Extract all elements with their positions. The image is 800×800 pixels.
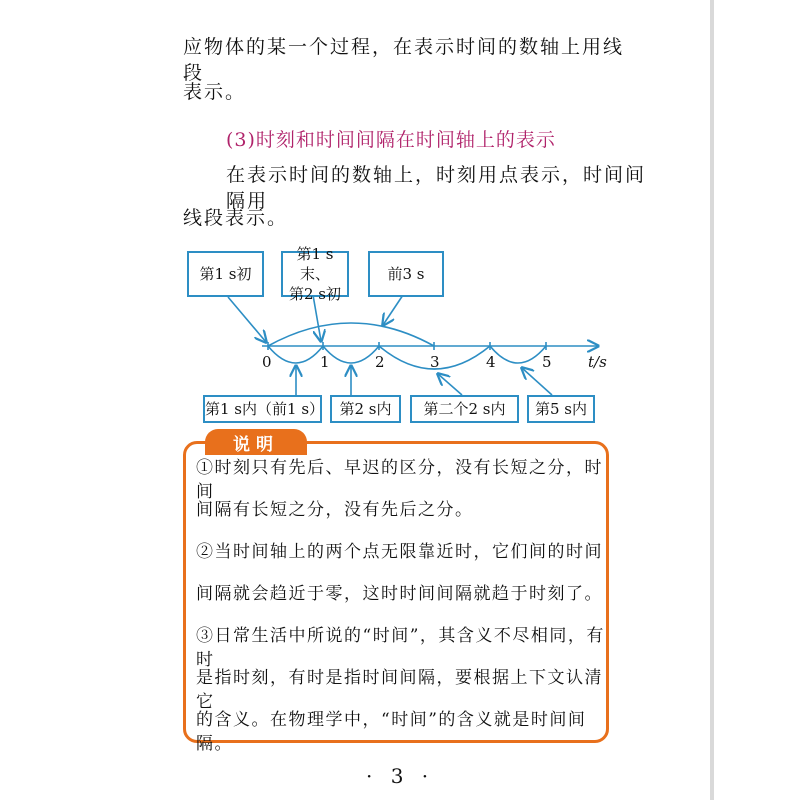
arc-interval-1 <box>268 346 323 363</box>
box-interval-2-label: 第2 s内 <box>339 400 392 418</box>
note-line-3: ②当时间轴上的两个点无限靠近时，它们间的时间 <box>196 542 603 562</box>
box-interval-second-2s-label: 第二个2 s内 <box>423 400 506 418</box>
tick-label-3: 3 <box>430 353 440 371</box>
connector-s1-start <box>228 297 266 342</box>
arc-first-3s <box>268 323 434 346</box>
note-line-7: 的含义。在物理学中，“时间”的含义就是时间间隔。 <box>196 710 587 754</box>
body-line-4: 线段表示。 <box>183 207 289 229</box>
connector-second-2s <box>438 374 462 395</box>
box-interval-1 <box>203 395 325 423</box>
box-first-second-end-label-2: 第2 s初 <box>288 285 341 303</box>
box-first-3s <box>368 251 444 297</box>
box-interval-1-label: 第1 s内（前1 s） <box>205 400 325 418</box>
connector-s5-interval <box>522 368 552 395</box>
note-line-2: 间隔有长短之分，没有先后之分。 <box>196 500 474 520</box>
note-line-6: 是指时刻，有时是指时间间隔，要根据上下文认清它 <box>196 668 603 712</box>
box-first-second-start <box>187 251 264 297</box>
note-line-4: 间隔就会趋近于零，这时时间间隔就趋于时刻了。 <box>196 584 603 604</box>
arc-interval-5 <box>490 346 546 363</box>
axis-unit-label: t/s <box>588 353 607 371</box>
box-interval-second-2s <box>410 395 519 423</box>
tick-label-2: 2 <box>375 353 385 371</box>
section-heading: (3)时刻和时间间隔在时间轴上的表示 <box>226 129 556 151</box>
tick-label-1: 1 <box>320 353 330 371</box>
body-line-3: 在表示时间的数轴上，时刻用点表示，时间间隔用 <box>226 164 647 212</box>
body-line-1: 应物体的某一个过程，在表示时间的数轴上用线段 <box>183 36 625 84</box>
box-interval-5-label: 第5 s内 <box>534 400 587 418</box>
tick-label-5: 5 <box>542 353 552 371</box>
tick-label-0: 0 <box>262 353 272 371</box>
note-tab: 说明 <box>205 429 307 455</box>
connector-first-3s <box>383 295 403 325</box>
box-first-second-end <box>281 245 349 303</box>
box-first-second-start-label: 第1 s初 <box>199 265 252 283</box>
box-interval-2 <box>330 395 401 423</box>
note-line-1: ①时刻只有先后、早迟的区分，没有长短之分，时间 <box>196 458 603 502</box>
box-first-second-end-label-1: 第1 s末、 <box>296 245 334 283</box>
arc-interval-2 <box>323 346 379 363</box>
box-interval-5 <box>527 395 595 423</box>
body-line-2: 表示。 <box>183 81 247 103</box>
page-number: · 3 · <box>366 764 435 788</box>
box-first-3s-label: 前3 s <box>387 265 425 283</box>
note-line-5: ③日常生活中所说的“时间”，其含义不尽相同，有时 <box>196 626 605 670</box>
tick-label-4: 4 <box>486 353 496 371</box>
